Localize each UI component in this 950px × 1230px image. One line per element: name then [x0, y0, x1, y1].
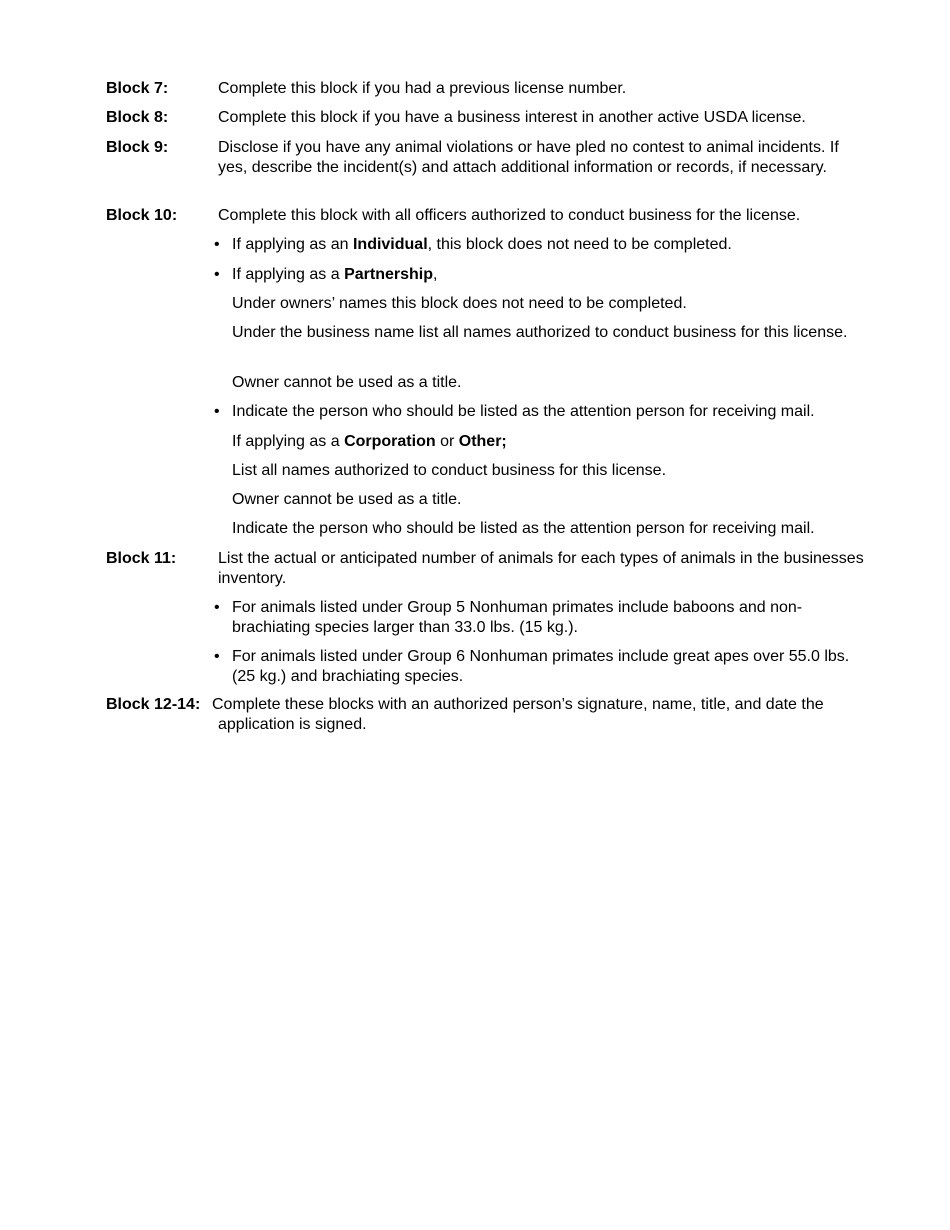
- partnership-sub-text: Under the business name list all names authorized to conduct business for this license.: [232, 324, 848, 341]
- block-7-label: Block 7:: [106, 80, 169, 97]
- block-8-label: Block 8:: [106, 109, 169, 126]
- block-8-text: Complete this block if you have a business interest in another active USDA license.: [218, 109, 806, 126]
- partnership-bold: Partnership: [344, 266, 433, 283]
- bullet-icon: •: [214, 266, 220, 283]
- partnership-line: [232, 265, 872, 285]
- corporation-pre: If applying as a: [232, 433, 345, 450]
- attention-line: Indicate the person who should be listed as the attention person for receiving mail.: [232, 403, 815, 420]
- individual-bold: Individual: [352, 236, 428, 253]
- individual-post: , this block does not need to be completed.: [427, 236, 732, 253]
- group6-text: For animals listed under Group 6 Nonhuman primates include great apes over 55.0 lbs. (25 kg.) and brachiating species.: [232, 648, 850, 685]
- corporation-sub-text: Indicate the person who should be listed as the attention person for receiving mail.: [232, 520, 815, 537]
- corporation-text: [232, 432, 872, 452]
- block-10-label: Block 10:: [106, 207, 178, 224]
- corporation-sub-text: Owner cannot be used as a title.: [232, 491, 462, 508]
- block-12-14-label: Block 12-14:: [106, 696, 201, 713]
- block-11-label: Block 11:: [106, 550, 177, 567]
- block-10-text: Complete this block with all officers authorized to conduct business for the license.: [218, 207, 801, 224]
- individual-line: [232, 235, 872, 255]
- individual-pre: If applying as an: [232, 236, 353, 253]
- block-9-label: Block 9:: [106, 139, 169, 156]
- bullet-icon: •: [214, 403, 220, 420]
- bullet-icon: •: [214, 599, 220, 616]
- corporation-sub-text: List all names authorized to conduct business for this license.: [232, 462, 667, 479]
- partnership-sub-text: Owner cannot be used as a title.: [232, 374, 462, 391]
- block-7-text: Complete this block if you had a previous license number.: [218, 80, 627, 97]
- corporation-bold: Corporation: [344, 433, 436, 450]
- block-11-text: List the actual or anticipated number of animals for each types of animals in the businesses inventory.: [218, 550, 864, 587]
- other-bold: Other;: [458, 433, 507, 450]
- bullet-icon: •: [214, 236, 220, 253]
- bullet-icon: •: [214, 648, 220, 665]
- partnership-sub-text: Under owners’ names this block does not need to be completed.: [232, 295, 687, 312]
- block-9-text: Disclose if you have any animal violations or have pled no contest to animal incidents. If yes, describe the incident(s) and attach additional information or records, if necessary.: [218, 139, 839, 176]
- partnership-pre: If applying as a: [232, 266, 345, 283]
- corporation-mid: or: [435, 433, 459, 450]
- block-12-14-text: Complete these blocks with an authorized person’s signature, name, title, and date the application is signed.: [212, 696, 824, 733]
- partnership-post: ,: [433, 266, 438, 283]
- group5-text: For animals listed under Group 5 Nonhuman primates include baboons and non-brachiating species larger than 33.0 lbs. (15 kg.).: [232, 599, 803, 636]
